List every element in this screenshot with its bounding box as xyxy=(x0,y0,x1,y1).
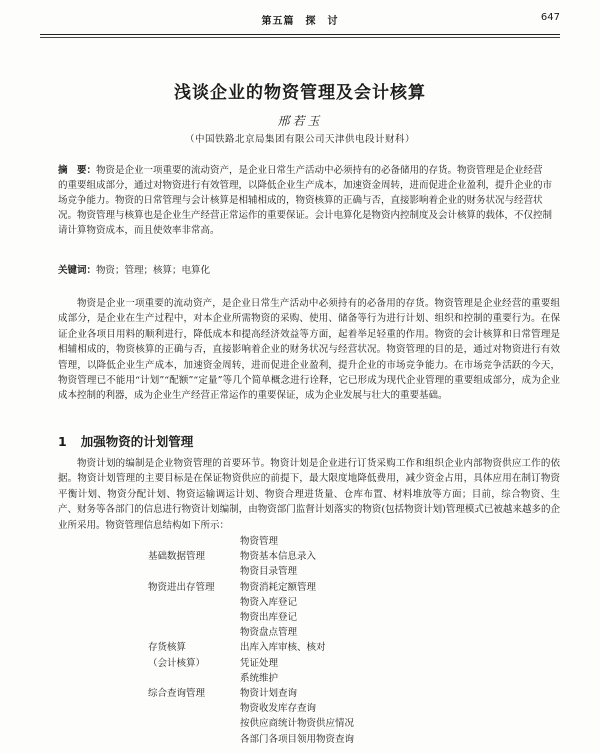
structure-category xyxy=(148,671,240,686)
section-number: 1 xyxy=(58,434,67,449)
structure-category xyxy=(148,534,240,549)
abstract-text: 物资是企业一项重要的流动资产，是企业日常生产活动中必须持有的必备储用的存货。物资管理是企业经营的重要组成部分，通过对物资进行有效管理，以降低企业生产成本，加速资金周转，进而促进企业盈利，提升企业的市场竞争能力。物资的日常管理与会计核算是相辅相成的，物资核算的正确与否，直接影响着企业的财务状况与经营状况。物资管理与核算也是企业生产经营正常运作的重要保证。会计电算化是物资内控制度及会计核算的载体，不仅控制请计算物资成本，而且使效率非常高。 xyxy=(58,165,553,236)
structure-category xyxy=(148,610,240,625)
structure-category xyxy=(148,564,240,579)
structure-item: 凭证处理 xyxy=(240,657,279,669)
structure-category: 综合查询管理 xyxy=(148,688,206,700)
structure-item: 各部门各项目领用物资查询 xyxy=(240,733,355,745)
author-affiliation: （中国铁路北京局集团有限公司天津供电段计财科） xyxy=(184,134,415,145)
article-title: 浅谈企业的物资管理及会计核算 xyxy=(174,83,426,103)
structure-category xyxy=(148,732,240,747)
keywords-label: 关键词： xyxy=(58,265,97,276)
structure-item: 物资收发库存查询 xyxy=(240,703,317,715)
section-1-paragraph: 物资计划的编制是企业物资管理的首要环节。物资计划是企业进行订货采购工作和组织企业内部物资供应工作的依据。物资计划管理的主要目标是在保证物资供应的前提下，最大限度地降低费用，减少资金占用，具体应用在制订物资平衡计划、物资分配计划、物资运输调运计划、物资合理进货量、仓库布置、材料堆放等方面；目前，综合物资、生产、财务等各部门的信息进行物资计划编制，由物资部门监督计划落实的物资(包括物资计划)管理模式已被越来越多的企业所采用。物资管理信息结构如下所示： xyxy=(58,458,560,531)
structure-row xyxy=(148,549,468,564)
structure-item: 物资目录管理 xyxy=(240,566,298,578)
structure-category xyxy=(148,701,240,716)
section-title: 加强物资的计划管理 xyxy=(80,434,194,449)
structure-row xyxy=(148,732,468,747)
structure-item: 出库入库审核、核对 xyxy=(240,642,326,654)
abstract-label: 摘 要： xyxy=(58,165,97,176)
structure-row xyxy=(148,701,468,716)
structure-category xyxy=(148,716,240,731)
structure-category: 存货核算 xyxy=(148,642,187,654)
structure-item: 系统维护 xyxy=(240,672,279,684)
structure-item: 按供应商统计物资供应情况 xyxy=(240,718,355,730)
keywords-text: 物资；管理；核算；电算化 xyxy=(96,265,211,276)
structure-category: （会计核算） xyxy=(148,657,206,669)
section-1-heading xyxy=(58,432,193,450)
structure-item: 物资盘点管理 xyxy=(240,627,298,639)
structure-item: 物资消耗定额管理 xyxy=(240,581,317,593)
structure-item: 物资计划查询 xyxy=(240,688,298,700)
structure-item: 物资出库登记 xyxy=(240,612,298,624)
structure-row xyxy=(148,716,468,731)
journal-section-label: 第五篇 探 讨 xyxy=(261,16,339,27)
structure-category xyxy=(148,625,240,640)
author-name: 邢若玉 xyxy=(277,114,323,128)
abstract xyxy=(58,163,552,238)
structure-row xyxy=(148,595,468,610)
structure-row xyxy=(148,640,468,655)
structure-row xyxy=(148,625,468,640)
info-structure-list xyxy=(148,534,468,747)
intro-paragraph: 物资是企业一项重要的流动资产，是企业日常生产活动中必须持有的必备用的存货。物资管理是企业经营的重要组成部分，是企业在生产过程中，对本企业所需物资的采购、使用、储备等行为进行计划、组织和控制的重要行为。在保证企业各项目用料的顺利进行，降低成本和提高经济效益等方面，起着举足轻重的作用。物资的会计核算和日常管理是相辅相成的，物资核算的正确与否，直接影响着企业的财务状况与经营状况。物资管理的目的是，通过对物资进行有效管理，以降低企业生产成本，加速资金周转，进而促进企业盈利，提升企业的市场竞争能力。在市场竞争活跃的今天，物资管理已不能用“计划”“配额”“定量”等几个简单概念进行诠释，它已形成为现代企业管理的重要组成部分，成为企业成本控制的利器，成为企业生产经营正常运作的重要保证，成为企业发展与壮大的重要基础。 xyxy=(58,298,560,402)
structure-row xyxy=(148,671,468,686)
structure-row xyxy=(148,580,468,595)
structure-category: 基础数据管理 xyxy=(148,551,206,563)
structure-category xyxy=(148,595,240,610)
running-head xyxy=(40,8,560,30)
structure-category: 物资进出存管理 xyxy=(148,581,215,593)
page-number: 647 xyxy=(540,12,560,23)
keywords xyxy=(58,262,552,276)
structure-row xyxy=(148,564,468,579)
header-rule xyxy=(40,34,560,35)
structure-row xyxy=(148,534,468,549)
structure-item: 物资入库登记 xyxy=(240,596,298,608)
structure-row xyxy=(148,686,468,701)
structure-item: 物资基本信息录入 xyxy=(240,551,317,563)
structure-item: 物资管理 xyxy=(240,536,279,547)
header-rule-thin xyxy=(40,37,560,38)
structure-row xyxy=(148,656,468,671)
structure-row xyxy=(148,610,468,625)
